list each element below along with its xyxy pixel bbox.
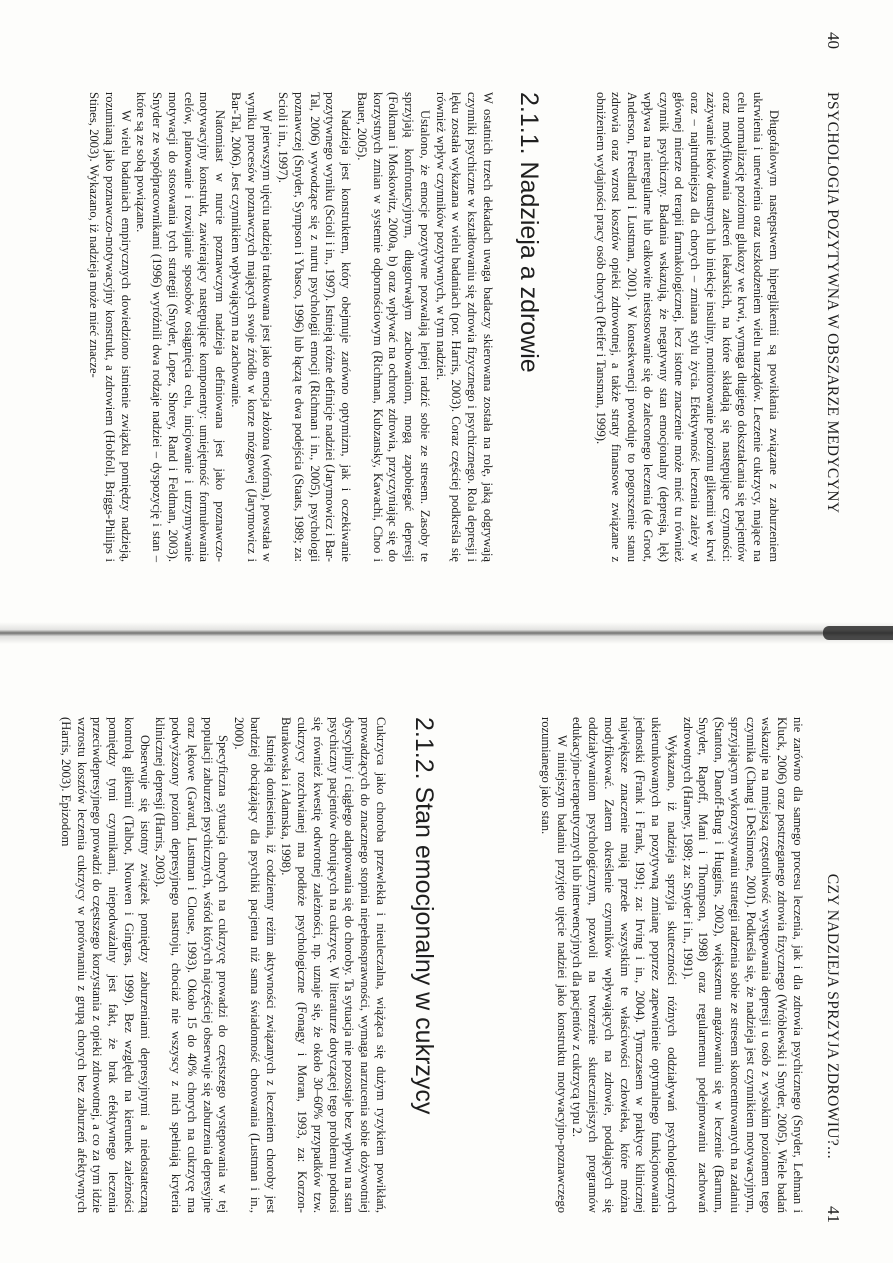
intro-text — [592, 92, 781, 562]
left-page — [0, 0, 893, 630]
right-page — [0, 633, 893, 1263]
page-number: 41 — [824, 1206, 843, 1223]
paragraph: Wykazano, iż nadzieja sprzyja skuteczności różnych oddziaływań psychologicznych ukierunkowanych na pozytywną zmianę poprzez zapewnienie optymalnego funkcjonowania jednostki (Frank i Frank, 1991; za: Irving i in., 2004). Tymczasem w praktyce klinicznej największe znaczenie mają przede wszystkim te właściwości człowieka, które można modyfikować. Zatem określenie czynników wpływających na zdrowie, poddających się oddziaływaniom psychologicznym, pozwoli na tworzenie skuteczniejszych programów edukacyjno-terapeutycznych lub interwencyjnych dla pacjentów z cukrzycą typu 2. — [570, 717, 679, 1213]
running-head: CZY NADZIEJA SPRZYJA ZDROWIU?... — [824, 873, 841, 1159]
paragraph: Specyficzna sytuacja chorych na cukrzycę prowadzi do częstszego występowania w tej populacji zaburzeń psychicznych, wśród których najczęściej obserwuje się zaburzenia depresyjne oraz lękowe (Gavard, Lustman i Clouse, 1993). Około 15 do 40% chorych na cukrzycę ma podwyższony poziom depresyjnego nastroju, chociaż nie wszyscy z nich spełniają kryteria klinicznej depresji (Harris, 2003). — [153, 717, 231, 1213]
page-number: 40 — [824, 32, 843, 49]
paragraph: Natomiast w nurcie poznawczym nadzieja definiowana jest jako poznawczo-motywacyjny konstrukt, zawierający następujące komponenty: umiejętność formułowania celów, planowanie i rozwijanie sposobów osiągnięcia celu, inicjowanie i utrzymywanie motywacji do stosowania tych strategii (Snyder, Lopez, Shorey, Rand i Feldman, 2003). Snyder ze współpracownikami (1996) wyróżnili dwa rodzaje nadziei – dyspozycję i stan – które są ze sobą powiązane. — [134, 92, 228, 562]
paragraph: Obserwuje się istotny związek pomiędzy zaburzeniami depresyjnymi a niedostateczną kontrolą glikemii (Talbot, Nouwen i Gingras, 1999). Bez względu na kierunek zależności pomiędzy tymi czynnikami, niepodważalny jest fakt, że brak efektywnego leczenia przeciwdepresyjnego prowadzi do częstszego korzystania z opieki zdrowotnej, a co za tym idzie wzrostu kosztów leczenia cukrzycy w porównaniu z grupą chorych bez zaburzeń afektywnych (Harris, 2003). Epizodom — [59, 717, 152, 1213]
running-head: PSYCHOLOGIA POZYTYWNA W OBSZARZE MEDYCYNY — [824, 92, 841, 514]
paragraph: Istnieją doniesienia, iż codzienny reżim aktywności związanych z leczeniem choroby jest bardziej obciążający dla psychiki pacjenta niż sama świadomość chorowania (Lustman i in., 2000). — [232, 717, 278, 1213]
paragraph: nie zarówno dla samego procesu leczenia, jak i dla zdrowia psychicznego (Snyder, Lehman i Kluck, 2006) oraz postrzeganego zdrowia fizycznego (Wróblewski i Snyder, 2005). Wiele badań wskazuje na mniejszą częstotliwość występowania depresji u osób z wysokim poziomem tego czynnika (Chang i DeSimone, 2001). Podkreśla się, że nadzieja jest czynnikiem motywacyjnym, sprzyjającym wykorzystywaniu strategii radzenia sobie ze stresem skoncentrowanych na zadaniu (Stanton, Danoff-Burg i Huggins, 2002), większemu angażowaniu się w leczenie (Barnum, Snyder, Rapoff, Mani i Thompson, 1998) oraz regularnemu podejmowaniu zachowań zdrowotnych (Harney, 1989; za: Snyder i in., 1991). — [680, 717, 805, 1213]
paragraph: W niniejszym badaniu przyjęto ujęcie nadziei jako konstruktu motywacyjno-poznawczego rozumianego jako stan. — [539, 717, 569, 1213]
paragraph: Ustalono, że emocje pozytywne pozwalają lepiej radzić sobie ze stresem. Zasoby te sprzyjają konfrontacyjnym, długotrwałym zachowaniom, mogą zapobiegać depresji (Folkman i Moskowitz, 2000a, b) oraz wpływać na ochronę zdrowia, przyczyniając się do korzystnych zmian w systemie odpornościowym (Richman, Kubzansky, Kawachi, Choo i Bauer, 2005). — [355, 92, 432, 562]
section-heading: 2.1.2. Stan emocjonalny w cukrzycy — [410, 717, 438, 1115]
paragraph: Nadzieja jest konstruktem, który obejmuje zarówno optymizm, jak i oczekiwanie pozytywnego wyniku (Scioli i in., 1997). Istnieją różne definicje nadziei (Jarymowicz i Bar-Tal, 2006) wywodzące się z nurtu psychologii emocji (Richman i in., 2005), psychologii poznawczej (Snyder, Sympson i Ybasco, 1996) lub łączą te dwa podejścia (Staats, 1989; za: Scioli i in., 1997). — [276, 92, 354, 562]
paragraph: Długofalowym następstwem hiperglikemii są powikłania związane z zaburzeniem ukrwienia i unerwienia oraz uszkodzeniem wielu narządów. Leczenie cukrzycy, mające na celu normalizację poziomu glukozy we krwi, wymaga długiego dokształcania się pacjentów oraz modyfikowania zaleceń lekarskich, na które składają się następujące czynności: zażywanie leków doustnych lub iniekcje insuliny, monitorowanie poziomu glikemii we krwi oraz – najtrudniejsza dla chorych – zmiana stylu życia. Efektywność leczenia zależy w głównej mierze od terapii farmakologicznej, lecz istotne znaczenie może mieć tu również czynnik psychiczny. Badania wskazują, że negatywny stan emocjonalny (depresja, lęk) wpływa na nieregularne lub całkowite niestosowanie się do zaleconego leczenia (de Groot, Anderson, Freedland i Lustman, 2001). W konsekwencji powoduje to pogorszenie stanu zdrowia oraz wzrost kosztów opieki zdrowotnej, a także straty finansowe związane z obniżeniem wydajności pracy osób chorych (Peifer i Tansman, 1999). — [593, 92, 781, 562]
section-heading: 2.1.1. Nadzieja a zdrowie — [515, 92, 543, 373]
paragraph: W pierwszym ujęciu nadzieja traktowana jest jako emocja złożona (wtórna), powstała w wyniku procesów poznawczych mających swoje źródło w korze mózgowej (Jarymowicz i Bar-Tal, 2006). Jest czynnikiem wpływającym na zachowanie. — [229, 92, 275, 562]
paragraph: W wielu badaniach empirycznych dowiedziono istnienie związku pomiędzy nadzieją, rozumianą jako poznawczo-motywacyjny konstrukt, a zdrowiem (Hobfoll, Briggs-Philips i Stines, 2003). Wykazano, iż nadzieja może mieć znacze- — [87, 92, 133, 562]
paragraph: W ostatnich trzech dekadach uwaga badaczy skierowana została na rolę, jaką odgrywają czynniki psychiczne w kształtowaniu się zdrowia fizycznego i psychicznego. Rola depresji i lęku została wykazana w wielu badaniach (por. Harris, 2003). Coraz częściej podkreśla się również wpływ czynników pozytywnych, w tym nadziei. — [433, 92, 495, 562]
section-text — [86, 92, 496, 562]
paragraph: Cukrzyca jako choroba przewlekła i nieuleczalna, wiążąca się dużym ryzykiem powikłań, prowadzących do znacznego stopnia niepełnosprawności, wymaga narzucenia sobie dożywotniej dyscypliny i ciągłego adaptowania się do choroby. Ta sytuacja nie pozostaje bez wpływu na stan psychiczny pacjentów chorujących na cukrzycę. W literaturze dotyczącej tego problemu podnosi się również kwestię odwrotnej zależności, np. uznaje się, że około 30–60% przypadków tzw. cukrzycy rozchwianej ma podłoże psychologiczne (Fonagy i Moran, 1993, za: Korzon-Burakowska i Adamska, 1998). — [279, 717, 388, 1213]
intro-text — [537, 717, 805, 1213]
section-text — [57, 717, 388, 1213]
